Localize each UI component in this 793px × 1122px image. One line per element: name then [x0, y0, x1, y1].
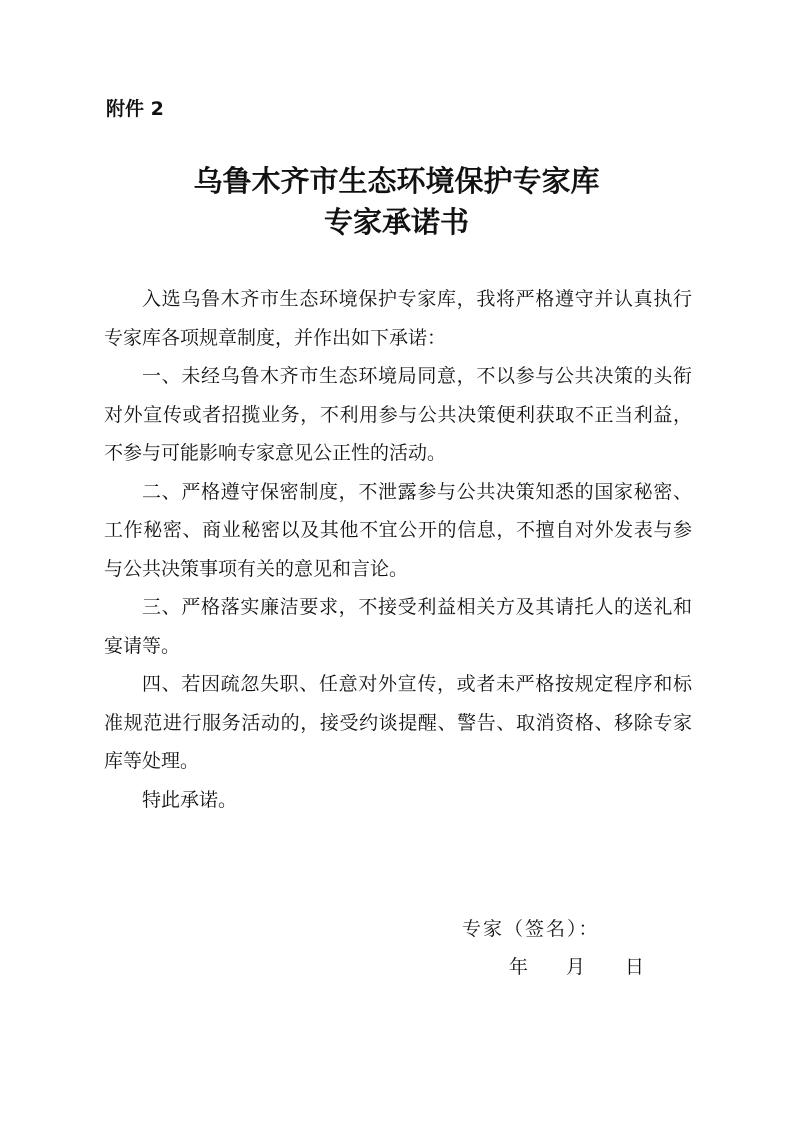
document-title-line1: 乌鲁木齐市生态环境保护专家库 — [193, 164, 600, 198]
date-month-label: 月 — [566, 956, 586, 978]
paragraph-closing: 特此承诺。 — [142, 788, 238, 811]
paragraph-intro: 入选乌鲁木齐市生态环境保护专家库，我将严格遵守并认真执行专家库各项规章制度，并作出如下承诺： — [104, 288, 692, 349]
paragraph-item-3: 三、严格落实廉洁要求，不接受利益相关方及其请托人的送礼和宴请等。 — [104, 596, 692, 657]
paragraph-item-1: 一、未经乌鲁木齐市生态环境局同意，不以参与公共决策的头衔对外宣传或者招揽业务，不利用参与公共决策便利获取不正当利益，不参与可能影响专家意见公正性的活动。 — [104, 365, 692, 464]
paragraph-item-2: 二、严格遵守保密制度，不泄露参与公共决策知悉的国家秘密、工作秘密、商业秘密以及其他不宜公开的信息，不擅自对外发表与参与公共决策事项有关的意见和言论。 — [104, 480, 692, 580]
date-year-label: 年 — [509, 956, 529, 978]
attachment-label: 附件 2 — [106, 98, 164, 120]
paragraph-item-4: 四、若因疏忽失职、任意对外宣传，或者未严格按规定程序和标准规范进行服务活动的，接受约谈提醒、警告、取消资格、移除专家库等处理。 — [104, 673, 692, 772]
signature-label: 专家（签名）： — [462, 918, 600, 940]
document-title-line2: 专家承诺书 — [323, 205, 469, 239]
document-body — [104, 280, 692, 819]
date-day-label: 日 — [625, 956, 645, 978]
